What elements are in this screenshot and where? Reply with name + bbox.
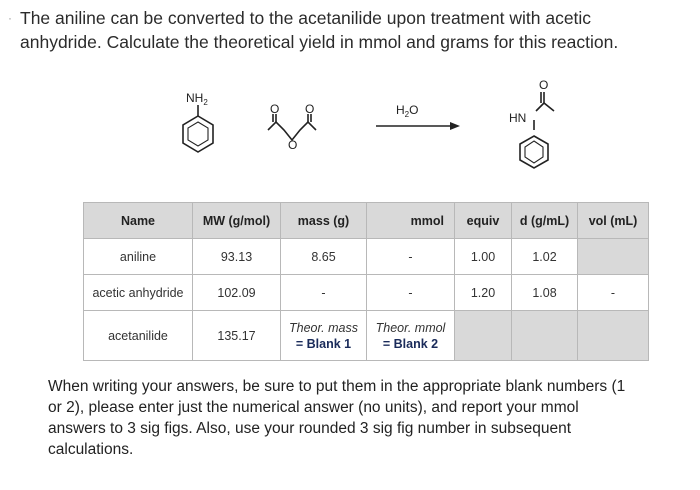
theoretical-mmol-cell bbox=[367, 311, 455, 361]
theoretical-mass-label: Theor. mass bbox=[288, 320, 358, 335]
question-line-2: anhydride. Calculate the theoretical yield in mmol and grams for this reaction. bbox=[20, 32, 619, 52]
aniline-structure bbox=[183, 105, 213, 152]
table-header-row bbox=[84, 203, 649, 239]
row-aniline-density: 1.02 bbox=[512, 239, 578, 275]
acetanilide-hn-label: HN bbox=[509, 111, 527, 125]
row-aniline-vol bbox=[578, 239, 649, 275]
row-anhydride-density: 1.08 bbox=[512, 275, 578, 311]
instructions-line-4: calculations. bbox=[48, 441, 134, 458]
header-mass: mass (g) bbox=[281, 203, 367, 239]
question-line-1: The aniline can be converted to the acetanilide upon treatment with acetic bbox=[20, 8, 592, 28]
row-acetanilide-density bbox=[512, 311, 578, 361]
table-row bbox=[84, 275, 649, 311]
row-anhydride-mmol: - bbox=[367, 275, 455, 311]
header-equiv: equiv bbox=[455, 203, 512, 239]
reagent-label: $H_2O$ bbox=[396, 103, 419, 119]
reaction-arrow bbox=[376, 122, 460, 130]
table-row bbox=[84, 239, 649, 275]
bullet-mark: · bbox=[8, 11, 12, 25]
row-aniline-mw: 93.13 bbox=[193, 239, 281, 275]
row-acetanilide-name: acetanilide bbox=[84, 311, 193, 361]
theoretical-mass-cell bbox=[281, 311, 367, 361]
theoretical-mmol-label: Theor. mmol bbox=[375, 320, 446, 335]
header-vol: vol (mL) bbox=[578, 203, 649, 239]
header-mw: MW (g/mol) bbox=[193, 203, 281, 239]
row-anhydride-vol: - bbox=[578, 275, 649, 311]
anhydride-o-bridge: O bbox=[288, 138, 298, 152]
row-acetanilide-equiv bbox=[455, 311, 512, 361]
row-anhydride-equiv: 1.20 bbox=[455, 275, 512, 311]
instructions-line-3: answers to 3 sig figs. Also, use your rounded 3 sig fig number in subsequent bbox=[48, 420, 571, 437]
row-aniline-mmol: - bbox=[367, 239, 455, 275]
acetanilide-structure bbox=[520, 92, 554, 168]
instructions-line-2: or 2), please enter just the numerical answer (no units), and report your mmol bbox=[48, 399, 579, 416]
header-density: d (g/mL) bbox=[512, 203, 578, 239]
row-acetanilide-mw: 135.17 bbox=[193, 311, 281, 361]
question-text bbox=[8, 6, 680, 54]
anhydride-o-left: O bbox=[270, 102, 280, 116]
instructions-text bbox=[48, 376, 688, 460]
aniline-nh2-label: $NH_2$ bbox=[186, 91, 208, 107]
reaction-scheme bbox=[150, 78, 590, 188]
header-name: Name bbox=[84, 203, 193, 239]
reagent-table bbox=[83, 202, 649, 361]
blank-2-label: = Blank 2 bbox=[382, 336, 439, 351]
instructions-line-1: When writing your answers, be sure to put them in the appropriate blank numbers (1 bbox=[48, 378, 626, 395]
anhydride-o-right: O bbox=[305, 102, 315, 116]
table-row bbox=[84, 311, 649, 361]
row-anhydride-mw: 102.09 bbox=[193, 275, 281, 311]
header-mmol: mmol bbox=[367, 203, 455, 239]
acetanilide-o-label: O bbox=[539, 78, 549, 92]
row-acetanilide-vol bbox=[578, 311, 649, 361]
row-aniline-name: aniline bbox=[84, 239, 193, 275]
row-anhydride-name: acetic anhydride bbox=[84, 275, 193, 311]
row-anhydride-mass: - bbox=[281, 275, 367, 311]
row-aniline-equiv: 1.00 bbox=[455, 239, 512, 275]
row-aniline-mass: 8.65 bbox=[281, 239, 367, 275]
acetic-anhydride-structure bbox=[268, 114, 316, 140]
blank-1-label: = Blank 1 bbox=[295, 336, 352, 351]
